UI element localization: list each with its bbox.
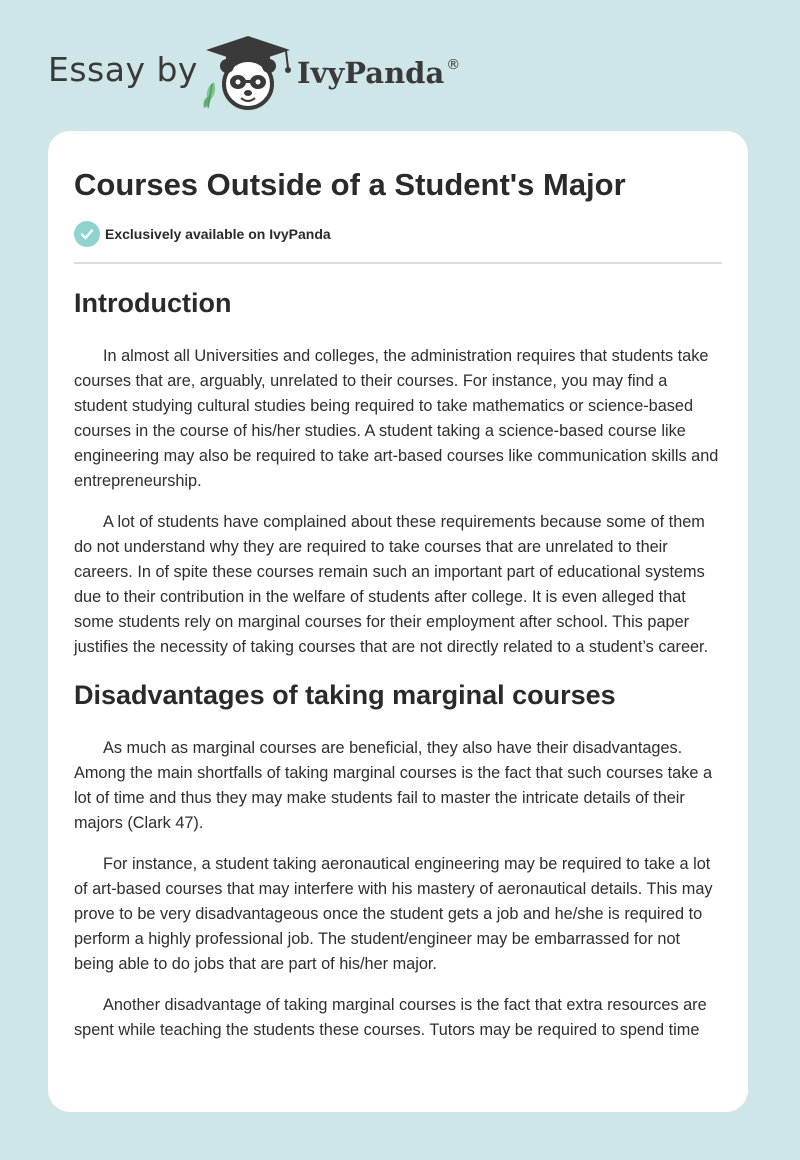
exclusive-badge-label: Exclusively available on IvyPanda [105, 226, 331, 242]
paragraph: A lot of students have complained about these requirements because some of them do not understand why they are required to take courses that are unrelated to their careers. In of spite these courses remain such an important part of educational systems due to their contribution in the welfare of students after college. It is even alleged that some students rely on marginal courses for their employment after school. This paper justifies the necessity of taking courses that are not directly related to a student’s career. [74, 513, 709, 656]
essay-by-label: Essay by [48, 50, 198, 89]
paragraph: In almost all Universities and colleges, the administration requires that students take courses that are, arguably, unrelated to their courses. For instance, you may find a student studying cultural studies being required to take mathematics or science-based courses in the course of his/her studies. A student taking a science-based course like engineering may also be required to take art-based courses like communication skills and entrepreneurship. [74, 347, 719, 490]
section-heading-disadvantages: Disadvantages of taking marginal courses [74, 680, 616, 710]
site-header [0, 0, 800, 130]
divider [74, 262, 722, 264]
essay-card [48, 131, 748, 1112]
registered-mark: ® [446, 57, 461, 73]
paragraph: Another disadvantage of taking marginal courses is the fact that extra resources are spent while teaching the students these courses. Tutors may be required to spend time [74, 996, 707, 1039]
paragraph: For instance, a student taking aeronautical engineering may be required to take a lot of art-based courses that may interfere with his mastery of aeronautical details. This may prove to be very disadvantageous once the student gets a job and he/she is required to perform a highly professional job. The student/engineer may be embarrassed for not being able to do jobs that are part of his/her major. [74, 855, 713, 973]
brand-name[interactable] [297, 56, 460, 90]
page-title: Courses Outside of a Student's Major [74, 167, 626, 202]
section-heading-introduction: Introduction [74, 288, 232, 318]
panda-graduate-logo-icon[interactable] [200, 32, 296, 112]
exclusive-badge [74, 221, 722, 247]
check-icon [74, 221, 100, 247]
brand-text: IvyPanda [297, 56, 445, 90]
paragraph: As much as marginal courses are beneficial, they also have their disadvantages. Among the main shortfalls of taking marginal courses is the fact that such courses take a lot of time and thus they may make students fail to master the intricate details of their majors (Clark 47). [74, 739, 712, 832]
